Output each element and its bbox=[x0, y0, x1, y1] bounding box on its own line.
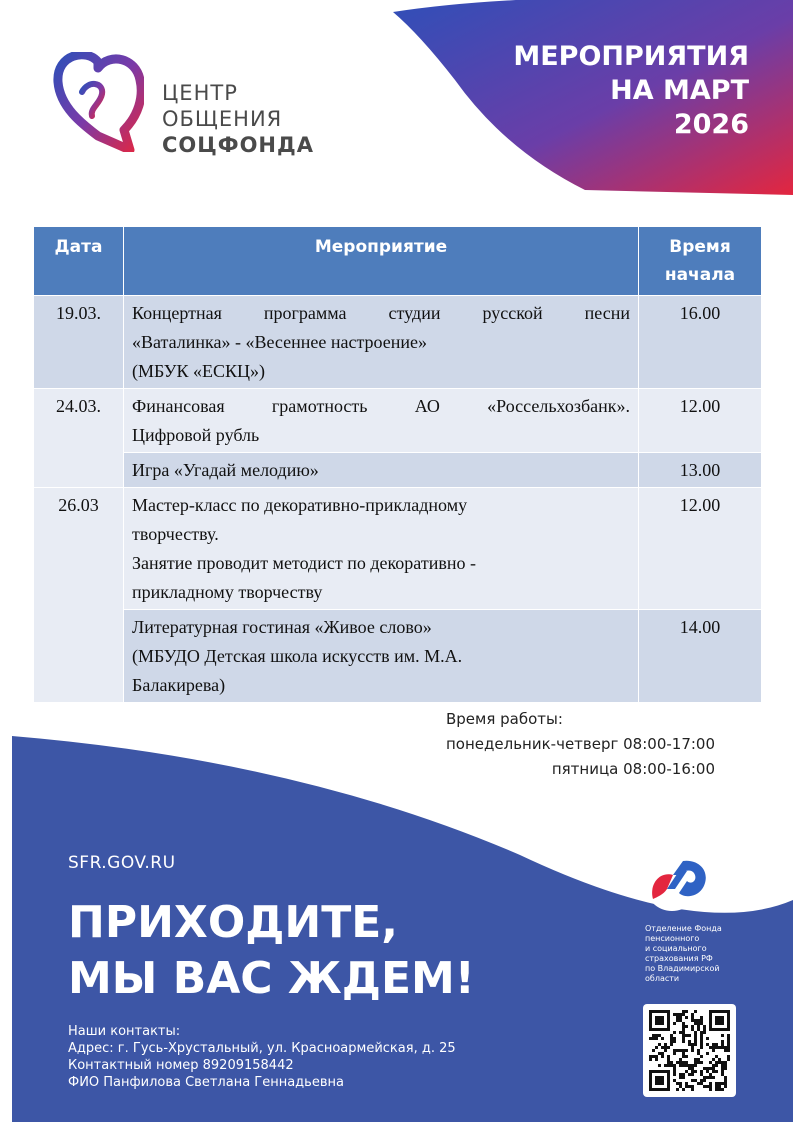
org-line: и социального bbox=[645, 944, 707, 953]
hours-title: Время работы: bbox=[446, 710, 563, 728]
org-name bbox=[645, 924, 755, 984]
hours-friday: пятница 08:00-16:00 bbox=[551, 760, 716, 778]
contacts-phone: Контактный номер 89209158442 bbox=[68, 1058, 294, 1073]
table-row bbox=[34, 296, 762, 389]
contacts bbox=[68, 1023, 456, 1091]
column-header-date: Дата bbox=[34, 227, 124, 296]
event-line: Балакирева) bbox=[132, 675, 226, 695]
org-line: пенсионного bbox=[645, 934, 700, 943]
event-line: (МБУДО Детская школа искусств им. М.А. bbox=[132, 646, 463, 666]
org-line: области bbox=[645, 974, 680, 983]
event-description bbox=[124, 453, 639, 488]
logo-line: ОБЩЕНИЯ bbox=[162, 107, 283, 131]
contacts-title: Наши контакты: bbox=[68, 1024, 181, 1039]
event-time: 16.00 bbox=[639, 296, 762, 389]
event-time: 14.00 bbox=[639, 610, 762, 703]
site-link[interactable]: SFR.GOV.RU bbox=[68, 853, 176, 873]
event-line: творчеству. bbox=[132, 524, 219, 544]
table-row bbox=[34, 389, 762, 453]
event-date: 24.03. bbox=[34, 389, 124, 488]
event-line: (МБУК «ЕСКЦ») bbox=[132, 361, 265, 381]
slogan-line: ПРИХОДИТЕ, bbox=[68, 897, 399, 948]
title-line: МЕРОПРИЯТИЯ bbox=[513, 41, 749, 72]
event-line: Финансовая грамотность АО «Россельхозбанк». bbox=[132, 396, 630, 416]
event-line: Игра «Угадай мелодию» bbox=[132, 460, 319, 480]
org-line: страхования РФ bbox=[645, 954, 713, 963]
working-hours bbox=[446, 707, 715, 782]
heart-speech-bubble-icon bbox=[52, 52, 144, 152]
logo-line: ЦЕНТР bbox=[162, 81, 238, 105]
event-description bbox=[124, 610, 639, 703]
table-row bbox=[34, 610, 762, 703]
event-description bbox=[124, 389, 639, 453]
slogan-line: МЫ ВАС ЖДЕМ! bbox=[68, 953, 475, 1004]
logo-text bbox=[162, 80, 314, 158]
event-line: «Ваталинка» - «Весеннее настроение» bbox=[132, 332, 428, 352]
event-time: 12.00 bbox=[639, 488, 762, 610]
title-line: НА МАРТ bbox=[610, 75, 749, 106]
event-date: 26.03 bbox=[34, 488, 124, 703]
event-line: Литературная гостиная «Живое слово» bbox=[132, 617, 432, 637]
sfr-logo-icon bbox=[643, 855, 713, 913]
event-time: 13.00 bbox=[639, 453, 762, 488]
event-date: 19.03. bbox=[34, 296, 124, 389]
title-line: 2026 bbox=[673, 109, 749, 140]
hours-weekdays: понедельник-четверг 08:00-17:00 bbox=[446, 735, 716, 753]
table-row bbox=[34, 453, 762, 488]
event-time: 12.00 bbox=[639, 389, 762, 453]
table-header-row bbox=[34, 227, 762, 296]
slogan bbox=[68, 895, 475, 1007]
contacts-person: ФИО Панфилова Светлана Геннадьевна bbox=[68, 1075, 344, 1090]
column-header-time: Время начала bbox=[639, 227, 762, 296]
org-line: Отделение Фонда bbox=[645, 924, 722, 933]
table-row bbox=[34, 488, 762, 610]
column-header-event: Мероприятие bbox=[124, 227, 639, 296]
event-line: Занятие проводит методист по декоративно - bbox=[132, 553, 476, 573]
org-line: по Владимирской bbox=[645, 964, 720, 973]
event-line: Мастер-класс по декоративно-прикладному bbox=[132, 495, 468, 515]
event-line: Концертная программа студии русской песни bbox=[132, 303, 630, 323]
event-line: прикладному творчеству bbox=[132, 582, 323, 602]
qr-code[interactable] bbox=[643, 1004, 736, 1097]
logo-line: СОЦФОНДА bbox=[162, 133, 314, 157]
qr-code-image bbox=[649, 1010, 730, 1091]
page-title bbox=[513, 40, 749, 142]
events-table bbox=[33, 226, 762, 703]
event-line: Цифровой рубль bbox=[132, 425, 260, 445]
event-description bbox=[124, 296, 639, 389]
contacts-address: Адрес: г. Гусь-Хрустальный, ул. Красноармейская, д. 25 bbox=[68, 1041, 456, 1056]
event-description bbox=[124, 488, 639, 610]
